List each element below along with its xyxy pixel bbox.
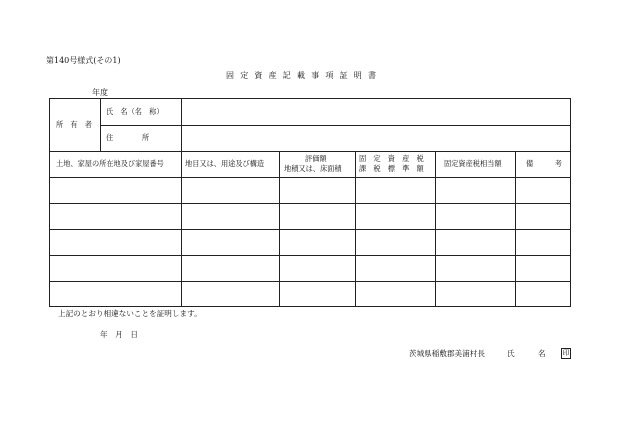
table-line	[50, 229, 570, 230]
name-label: 氏 名（名 称）	[106, 107, 164, 116]
column-divider	[355, 151, 356, 306]
fiscal-year-label: 年度	[92, 88, 108, 97]
header-tax-base-line1: 固 定 資 産 税	[359, 154, 424, 163]
table-line	[50, 281, 570, 282]
table-line	[50, 255, 570, 256]
header-land-category: 地目又は、用途及び構造	[185, 159, 265, 168]
certification-date: 年 月 日	[100, 330, 138, 339]
official-name-prefix: 氏	[507, 349, 515, 358]
official-name-suffix: 名	[538, 349, 546, 358]
seal-char: 印	[562, 349, 570, 357]
owner-label-divider	[100, 99, 101, 151]
header-valuation-line2: 地積又は、床面積	[284, 164, 342, 173]
column-divider	[181, 151, 182, 306]
column-divider	[515, 151, 516, 306]
seal-box	[561, 348, 571, 359]
form-number: 第140号様式(その1)	[46, 56, 121, 65]
header-tax-amount: 固定資産税相当額	[444, 159, 502, 168]
owner-field-divider	[181, 99, 182, 151]
table-line	[50, 151, 570, 152]
owner-label: 所 有 者	[56, 120, 92, 129]
header-valuation-line1: 評価額	[305, 154, 327, 163]
address-label: 住 所	[106, 133, 150, 142]
owner-divider-line	[100, 125, 570, 126]
table-line	[50, 177, 570, 178]
document-title: 固定資産記載事項証明書	[226, 71, 383, 80]
issuer-title: 茨城県稲敷郡美浦村長	[409, 349, 485, 358]
certificate-table	[49, 98, 571, 307]
column-divider	[435, 151, 436, 306]
column-divider	[279, 151, 280, 306]
header-location: 土地、家屋の所在地及び家屋番号	[56, 159, 164, 168]
table-line	[50, 203, 570, 204]
header-tax-base-line2: 課 税 標 準 額	[359, 164, 424, 173]
certification-statement: 上記のとおり相違ないことを証明します。	[58, 309, 202, 318]
header-remarks: 備 考	[526, 159, 562, 168]
